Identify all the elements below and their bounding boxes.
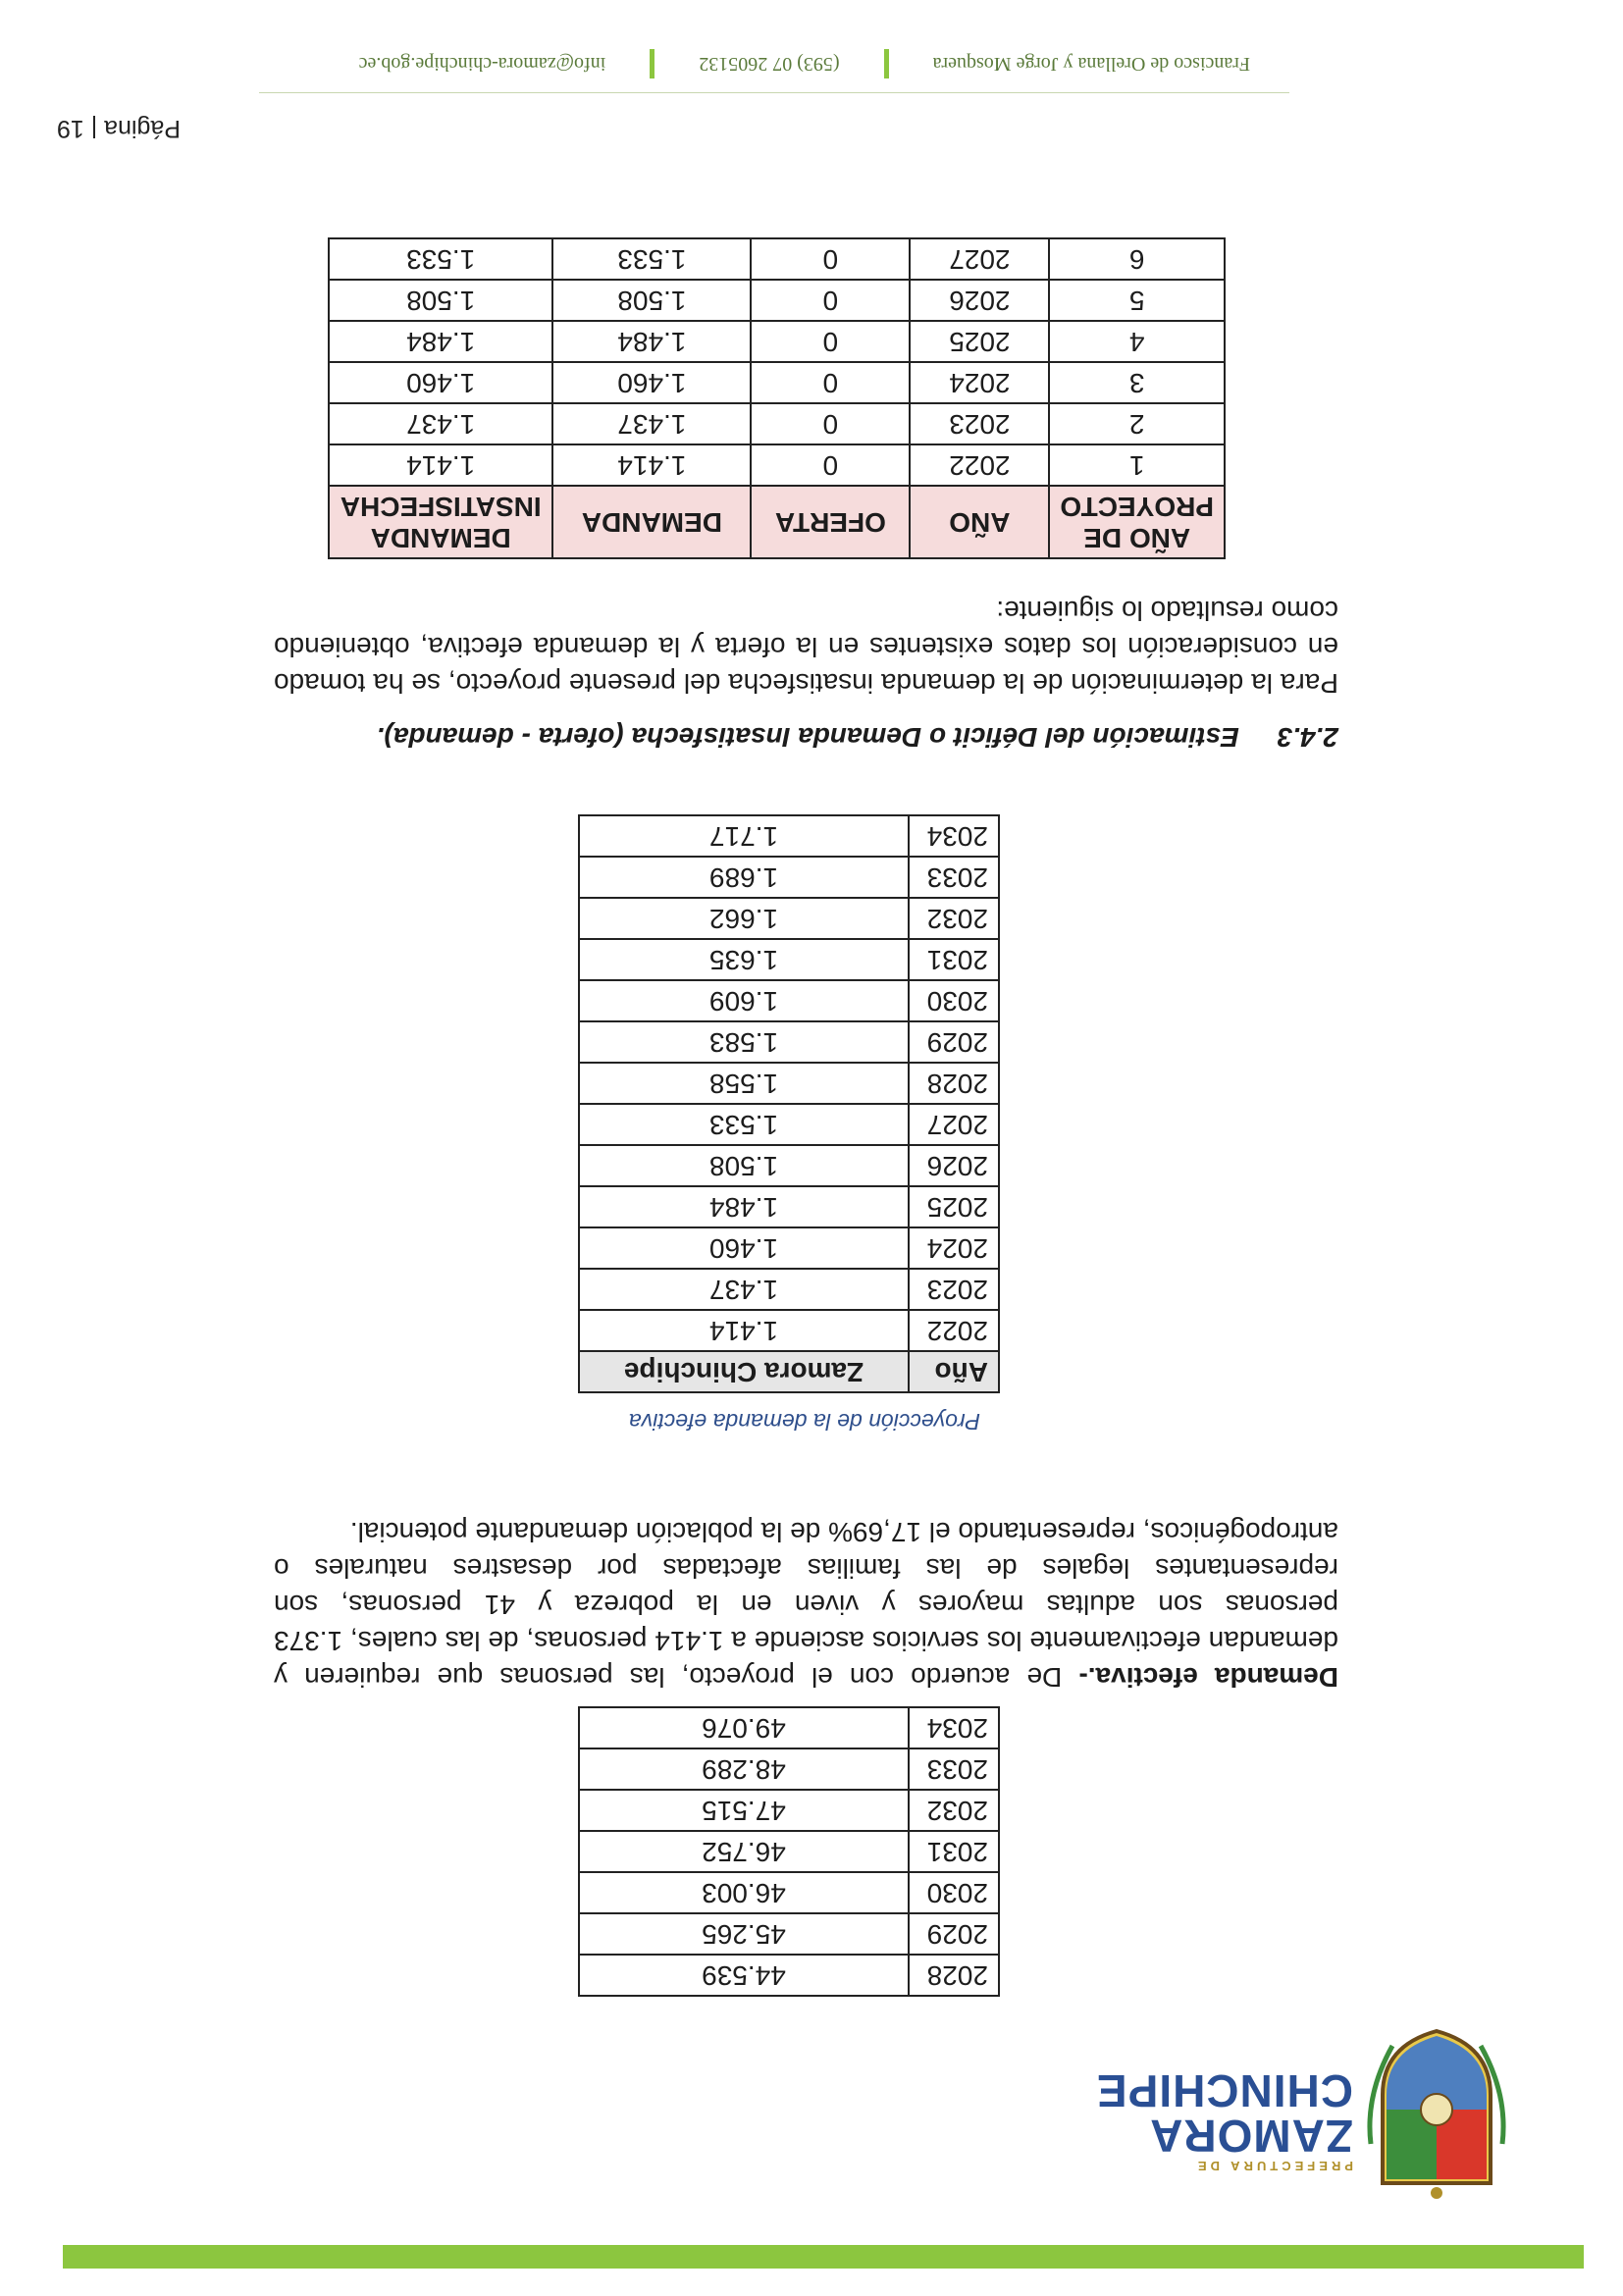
year-cell: 2023: [909, 1269, 999, 1310]
section-heading: [274, 721, 1338, 753]
table-row: [579, 1186, 999, 1227]
table-row: [579, 980, 999, 1021]
population-table: [578, 1706, 1000, 1997]
header-green-bar: [63, 2245, 1584, 2269]
table-row: [579, 1145, 999, 1186]
table-row: [579, 1707, 999, 1748]
table-row: [329, 444, 1225, 486]
year-cell: 2031: [909, 1831, 999, 1872]
cell: 1.533: [329, 238, 552, 280]
year-cell: 2022: [909, 1310, 999, 1351]
cell: 2027: [910, 238, 1049, 280]
cell: 0: [751, 444, 910, 486]
cell: 2022: [910, 444, 1049, 486]
cell: 2024: [910, 362, 1049, 403]
footer-email[interactable]: info@zamora-chinchipe.gob.ec: [358, 53, 606, 76]
cell: 4: [1049, 321, 1225, 362]
cell: 1.437: [552, 403, 751, 444]
value-cell: 49.076: [579, 1707, 909, 1748]
cell: 1.508: [329, 280, 552, 321]
year-cell: 2027: [909, 1104, 999, 1145]
value-cell: 46.003: [579, 1872, 909, 1913]
cell: 6: [1049, 238, 1225, 280]
cell: 0: [751, 362, 910, 403]
cell: 2026: [910, 280, 1049, 321]
cell: 1: [1049, 444, 1225, 486]
cell: 3: [1049, 362, 1225, 403]
value-cell: 47.515: [579, 1790, 909, 1831]
year-cell: 2026: [909, 1145, 999, 1186]
section-title: Estimación del Déficit o Demanda Insatisfecha (oferta - demanda).: [376, 722, 1239, 753]
table-row: [579, 1831, 999, 1872]
value-cell: 1.484: [579, 1186, 909, 1227]
year-cell: 2031: [909, 939, 999, 980]
value-cell: 1.717: [579, 815, 909, 857]
value-cell: 1.508: [579, 1145, 909, 1186]
value-cell: 48.289: [579, 1748, 909, 1790]
header-demanda-insatisfecha: DEMANDA INSATISFECHA: [329, 486, 552, 558]
footer-separator: [650, 49, 654, 78]
cell: 1.484: [552, 321, 751, 362]
footer-divider: [259, 92, 1289, 93]
year-cell: 2032: [909, 898, 999, 939]
demanda-efectiva-paragraph: [274, 1514, 1338, 1696]
table-row: [329, 280, 1225, 321]
value-cell: 1.533: [579, 1104, 909, 1145]
year-cell: 2028: [909, 1955, 999, 1996]
table-row: [579, 1310, 999, 1351]
value-cell: 1.662: [579, 898, 909, 939]
year-cell: 2034: [909, 1707, 999, 1748]
table-row: [579, 1955, 999, 1996]
value-cell: 1.414: [579, 1310, 909, 1351]
cell: 0: [751, 403, 910, 444]
table-header-row: [579, 1351, 999, 1392]
value-cell: 1.689: [579, 857, 909, 898]
table-row: [329, 321, 1225, 362]
demanda-efectiva-label: Demanda efectiva.-: [1078, 1662, 1338, 1693]
table-row: [579, 1790, 999, 1831]
year-cell: 2025: [909, 1186, 999, 1227]
page-number: Página | 19: [56, 115, 181, 142]
table-row: [579, 1021, 999, 1063]
header-anio: AÑO: [910, 486, 1049, 558]
table-row: [579, 1748, 999, 1790]
year-cell: 2034: [909, 815, 999, 857]
table-row: [329, 238, 1225, 280]
table-row: [579, 1227, 999, 1269]
cell: 2023: [910, 403, 1049, 444]
cell: 1.533: [552, 238, 751, 280]
header-year: Año: [909, 1351, 999, 1392]
value-cell: 1.460: [579, 1227, 909, 1269]
cell: 1.414: [329, 444, 552, 486]
header-demanda: DEMANDA: [552, 486, 751, 558]
value-cell: 46.752: [579, 1831, 909, 1872]
table-row: [579, 1913, 999, 1955]
value-cell: 45.265: [579, 1913, 909, 1955]
table-row: [579, 857, 999, 898]
year-cell: 2033: [909, 857, 999, 898]
year-cell: 2029: [909, 1913, 999, 1955]
year-cell: 2030: [909, 980, 999, 1021]
table-row: [329, 362, 1225, 403]
footer-separator: [884, 49, 889, 78]
cell: 1.484: [329, 321, 552, 362]
table-row: [579, 1269, 999, 1310]
table-row: [579, 1872, 999, 1913]
header-oferta: OFERTA: [751, 486, 910, 558]
year-cell: 2032: [909, 1790, 999, 1831]
table-row: [579, 898, 999, 939]
cell: 0: [751, 280, 910, 321]
header-zamora: Zamora Chinchipe: [579, 1351, 909, 1392]
section-paragraph: Para la determinación de la demanda insatisfecha del presente proyecto, se ha tomado en consideración los datos existentes en la oferta y la demanda efectiva, obteniendo como resultado lo siguiente:: [274, 596, 1338, 699]
table-row: [329, 403, 1225, 444]
prefectura-logo: [1020, 2016, 1510, 2203]
footer: [73, 49, 1250, 78]
cell: 1.437: [329, 403, 552, 444]
demanda-efectiva-text: De acuerdo con el proyecto, las personas que requieren y demandan efectivamente los servicios asciende a 1.414 personas, de las cuales, 1.373 personas son adultas mayores y viven en la pobreza y 41 personas, son representantes legales de las familias afectadas por desastres naturales o antropogénicos, representando el 17,69% de la población demandante potencial.: [274, 1517, 1338, 1693]
table-row: [579, 939, 999, 980]
value-cell: 1.635: [579, 939, 909, 980]
table-header-row: [329, 486, 1225, 558]
table-row: [579, 1104, 999, 1145]
logo-line-1: ZAMORA: [1149, 2111, 1353, 2162]
section-number: 2.4.3: [1277, 722, 1338, 753]
year-cell: 2033: [909, 1748, 999, 1790]
cell: 1.508: [552, 280, 751, 321]
cell: 2025: [910, 321, 1049, 362]
footer-address: Francisco de Orellana y Jorge Mosquera: [932, 53, 1250, 76]
value-cell: 1.609: [579, 980, 909, 1021]
value-cell: 1.558: [579, 1063, 909, 1104]
value-cell: 1.437: [579, 1269, 909, 1310]
year-cell: 2024: [909, 1227, 999, 1269]
population-table-body: [579, 1707, 999, 1996]
header-anio-proyecto: AÑO DE PROYECTO: [1049, 486, 1225, 558]
cell: 1.460: [552, 362, 751, 403]
cell: 5: [1049, 280, 1225, 321]
projection-caption: Proyección de la demanda efectiva: [629, 1409, 980, 1435]
logo-prefix: PREFECTURA DE: [1193, 2159, 1353, 2173]
coat-of-arms-icon: [1363, 2026, 1510, 2203]
cell: 0: [751, 238, 910, 280]
cell: 2: [1049, 403, 1225, 444]
value-cell: 1.583: [579, 1021, 909, 1063]
year-cell: 2029: [909, 1021, 999, 1063]
table-row: [579, 815, 999, 857]
cell: 0: [751, 321, 910, 362]
year-cell: 2028: [909, 1063, 999, 1104]
cell: 1.414: [552, 444, 751, 486]
cell: 1.460: [329, 362, 552, 403]
logo-line-2: CHINCHIPE: [1095, 2065, 1353, 2116]
deficit-table: [328, 237, 1226, 559]
value-cell: 44.539: [579, 1955, 909, 1996]
table-row: [579, 1063, 999, 1104]
year-cell: 2030: [909, 1872, 999, 1913]
footer-phone: (593) 07 2605132: [699, 53, 840, 76]
projection-table: [578, 814, 1000, 1393]
